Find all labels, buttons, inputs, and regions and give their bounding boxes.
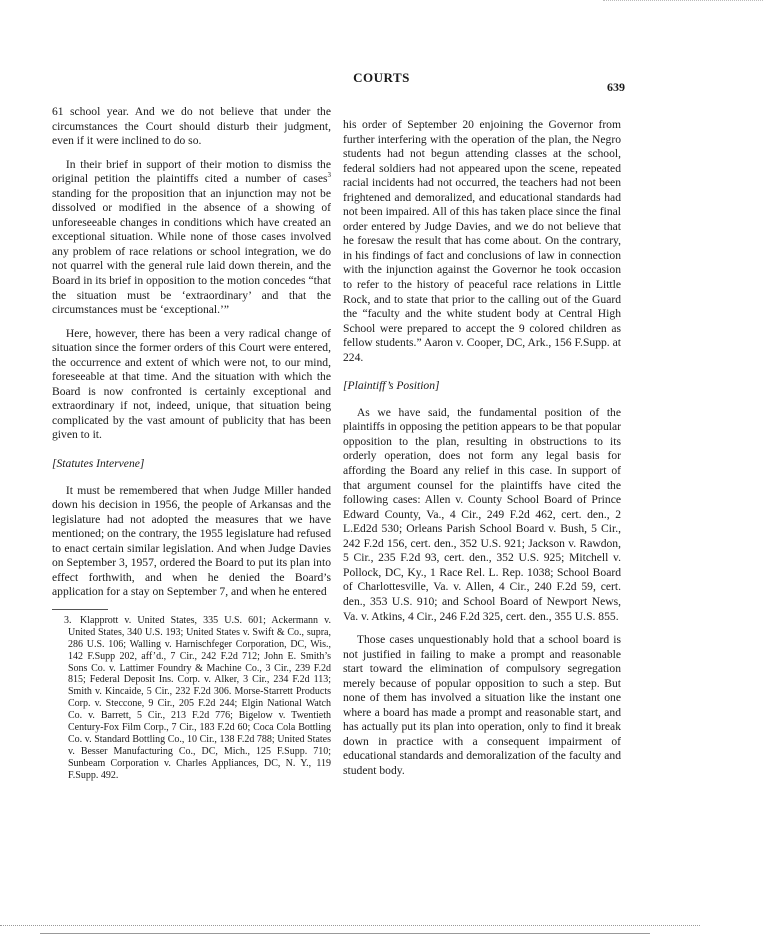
paragraph: It must be remembered that when Judge Miller handed down his decision in 1956, the people of Arkansas and the legislature had not adopted the measures that we have mentioned; on the contrary, the 1955 legislature had refused to enact certain similar legislation. And when Judge Davies on September 3, 1957, ordered the Board to put its plan into effect forthwith, and when he denied the Board’s application for a stay on September 7, and when he entered bbox=[52, 483, 331, 599]
footnote-label: 3. bbox=[64, 614, 72, 626]
running-head: COURTS bbox=[353, 70, 410, 85]
page-number: 639 bbox=[607, 80, 625, 94]
paragraph: As we have said, the fundamental position of the plaintiffs in opposing the petition appears to be that popular opposition to the plan, resulting in obstructions to its orderly operation, does not form any legal basis for affording the Board any relief in this case. In support of that argument counsel for the plaintiffs have cited the following cases: Allen v. County School Board of Prince Edward County, Va., 4 Cir., 249 F.2d 462, cert. den., 2 L.Ed2d 530; Orleans Parish School Board v. Bush, 5 Cir., 242 F.2d 156, cert. den., 352 U.S. 921; Jackson v. Rawdon, 5 Cir., 235 F.2d 93, cert. den., 352 U.S. 925; Mitchell v. Pollock, DC, Ky., 1 Race Rel. L. Rep. 1038; School Board of Charlottesville, Va. v. Allen, 4 Cir., 240 F.2d 59, cert. den., 353 U.S. 910; and School Board of Newport News, Va. v. Atkins, 4 Cir., 246 F.2d 325, cert. den., 355 U.S. 855. bbox=[343, 405, 621, 623]
paragraph: 61 school year. And we do not believe that under the circumstances the Court should disturb their judgment, even if it were inclined to do so. bbox=[52, 105, 331, 148]
scan-edge-bottom-line bbox=[40, 933, 650, 934]
left-column bbox=[52, 105, 331, 791]
footnote-divider bbox=[52, 609, 108, 610]
paragraph: Here, however, there has been a very radical change of situation since the former orders of this Court were entered, the occurrence and extent of which were not, to our mind, foreseeable at that time. And the situation with which the Board is now confronted is certainly exceptional and extraordinary if not, indeed, unique, that situation being complicated by the vast amount of publicity that has been given to it. bbox=[52, 326, 331, 442]
footnote-text: Klapprott v. United States, 335 U.S. 601; Ackermann v. United States, 340 U.S. 193; United States v. Swift & Co., supra, 286 U.S. 106; Walling v. Harnischfeger Corporation, DC, Wis., 142 F.Supp 202, aff’d., 7 Cir., 242 F.2d 712; John E. Smith’s Sons Co. v. Lattimer Foundry & Machine Co., 3 Cir., 239 F.2d 815; Federal Deposit Ins. Corp. v. Alker, 3 Cir., 234 F.2d 113; Smith v. Kincaide, 5 Cir., 232 F.2d 306. Morse-Starrett Products Corp. v. Steccone, 9 Cir., 205 F.2d 244; Elgin National Watch Co. v. Barrett, 5 Cir., 213 F.2d 776; Bigelow v. Twentieth Century-Fox Film Corp., 7 Cir., 183 F.2d 60; Coca Cola Bottling Co. v. Standard Bottling Co., 10 Cir., 138 F.2d 788; United States v. Besser Manufacturing Co., DC, Mich., 125 F.Supp. 710; Sunbeam Corporation v. Charles Appliances, DC, N. Y., 119 F.Supp. 492. bbox=[68, 614, 331, 781]
section-heading: [Plaintiff’s Position] bbox=[343, 379, 440, 393]
paragraph: Those cases unquestionably hold that a school board is not justified in failing to make a prompt and reasonable start toward the elimination of compulsory segregation merely because of popular opposition to such a step. But none of them has involved a situation like the instant one where a board has made a prompt and reasonable start, and has actually put its plan into operation, only to find it break down in practice with a consequent impairment of educational standards and demoralization of the faculty and student body. bbox=[343, 633, 621, 777]
right-column bbox=[343, 118, 621, 788]
section-heading: [Statutes Intervene] bbox=[52, 457, 145, 471]
scan-edge-top bbox=[603, 0, 763, 4]
footnote-reference: 3 bbox=[327, 171, 331, 180]
paragraph-text: In their brief in support of their motion to dismiss the original petition the plaintiffs cited a number of cases bbox=[52, 157, 331, 186]
footnote bbox=[52, 615, 331, 782]
paragraph-with-footnote-ref bbox=[52, 158, 331, 318]
paragraph-text: standing for the proposition that an injunction may not be dissolved or modified in the absence of a showing of unforeseeable changes in conditions which have created an exceptional situation. While none of those cases involved any problem of race relations or school integration, we do not quarrel with the general rule laid down therein, and the Board in its brief in opposition to the motion concedes “that the situation must be ‘extraordinary’ and that the circumstances must be ‘exceptional.’” bbox=[52, 186, 331, 317]
paragraph: his order of September 20 enjoining the Governor from further interfering with the operation of the plan, the Negro students had not begun attending classes at the school, federal soldiers had not appeared upon the scene, repeated racial incidents had not occurred, the teachers had not been frightened and demoralized, and educational standards had not been impaired. All of this has taken place since the final order entered by Judge Davies, and we do not believe that he foresaw the result that has come about. On the contrary, in his findings of fact and conclusions of law in connection with the injunction against the Governor he took occasion to refer to the history of peaceful race relations in Little Rock, and to state that prior to the calling out of the Guard the “faculty and the white student body at Central High School were prepared to accept the 9 colored children as fellow students.” Aaron v. Cooper, DC, Ark., 156 F.Supp. at 224. bbox=[343, 118, 621, 364]
scan-edge-bottom bbox=[0, 925, 700, 926]
